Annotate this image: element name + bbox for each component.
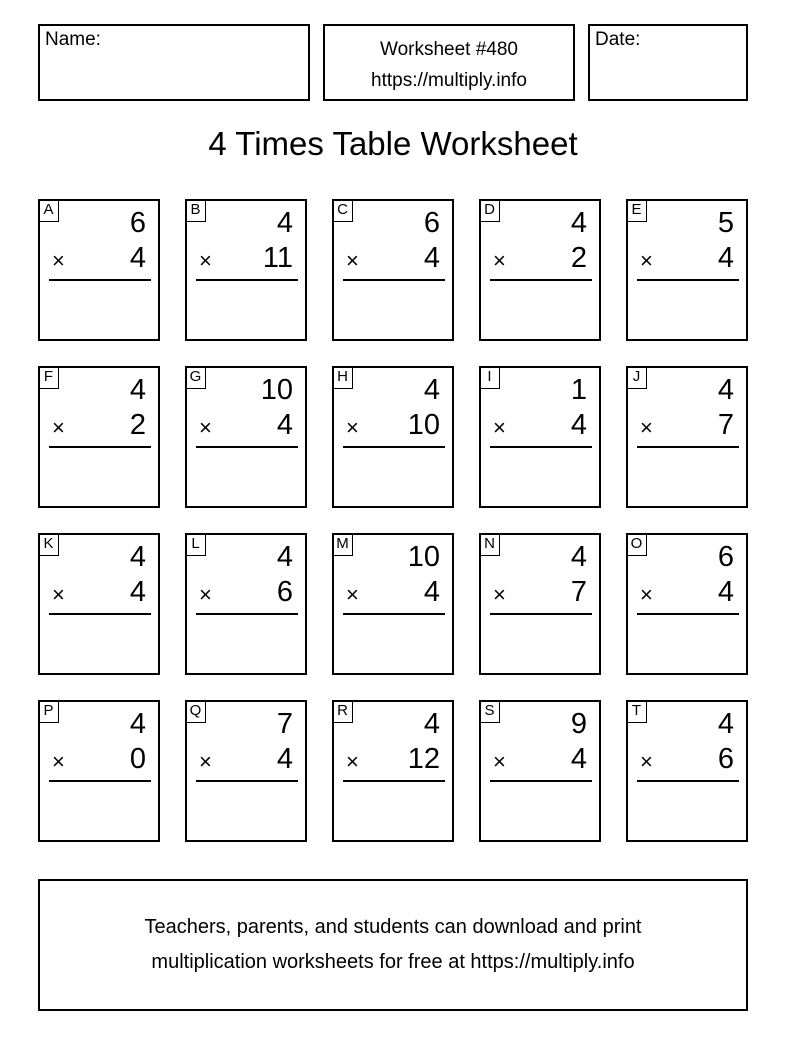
problem-card[interactable] xyxy=(626,700,748,842)
problem-bottom-number: 2 xyxy=(129,409,146,441)
problem-letter: I xyxy=(479,366,500,389)
answer-line xyxy=(490,780,592,782)
name-field[interactable] xyxy=(38,24,310,101)
answer-line xyxy=(490,446,592,448)
problem-bottom-number: 4 xyxy=(717,242,734,274)
multiply-sign: × xyxy=(199,415,212,440)
problem-card[interactable] xyxy=(332,533,454,675)
problem-bottom-number: 11 xyxy=(262,242,293,274)
problem-bottom-number: 4 xyxy=(423,242,440,274)
problem-bottom-number: 0 xyxy=(129,743,146,775)
problem-bottom-number: 4 xyxy=(276,743,293,775)
problem-letter: H xyxy=(332,366,353,389)
problem-top-number: 1 xyxy=(570,374,587,406)
answer-line xyxy=(49,613,151,615)
problem-bottom-number: 7 xyxy=(570,576,587,608)
problem-top-number: 4 xyxy=(276,207,293,239)
answer-line xyxy=(196,446,298,448)
problem-bottom-number: 4 xyxy=(717,576,734,608)
multiply-sign: × xyxy=(640,415,653,440)
problem-bottom-number: 4 xyxy=(129,576,146,608)
answer-line xyxy=(343,780,445,782)
problem-top-number: 4 xyxy=(276,541,293,573)
problem-card[interactable] xyxy=(38,700,160,842)
problem-top-number: 4 xyxy=(129,374,146,406)
problem-bottom-number: 4 xyxy=(570,409,587,441)
problem-letter: J xyxy=(626,366,647,389)
problem-bottom-number: 12 xyxy=(407,743,440,775)
problem-letter: B xyxy=(185,199,206,222)
problem-top-number: 6 xyxy=(423,207,440,239)
problem-top-number: 10 xyxy=(260,374,293,406)
multiply-sign: × xyxy=(493,415,506,440)
problem-card[interactable] xyxy=(479,366,601,508)
problem-letter: T xyxy=(626,700,647,723)
answer-line xyxy=(343,446,445,448)
problem-letter: Q xyxy=(185,700,206,723)
problem-letter: P xyxy=(38,700,59,723)
problem-letter: A xyxy=(38,199,59,222)
worksheet-info-box xyxy=(323,24,575,101)
problem-top-number: 4 xyxy=(717,708,734,740)
answer-line xyxy=(49,780,151,782)
problem-card[interactable] xyxy=(626,533,748,675)
answer-line xyxy=(196,613,298,615)
problem-card[interactable] xyxy=(626,199,748,341)
answer-line xyxy=(343,279,445,281)
problem-top-number: 9 xyxy=(570,708,587,740)
problem-card[interactable] xyxy=(38,533,160,675)
answer-line xyxy=(49,446,151,448)
problem-top-number: 4 xyxy=(129,541,146,573)
problem-card[interactable] xyxy=(479,700,601,842)
answer-line xyxy=(343,613,445,615)
problem-letter: M xyxy=(332,533,353,556)
problem-letter: R xyxy=(332,700,353,723)
date-field[interactable] xyxy=(588,24,748,101)
multiply-sign: × xyxy=(52,582,65,607)
worksheet-number: Worksheet #480 xyxy=(379,39,518,60)
problem-bottom-number: 4 xyxy=(276,409,293,441)
problem-bottom-number: 4 xyxy=(423,576,440,608)
problem-card[interactable] xyxy=(479,533,601,675)
problem-card[interactable] xyxy=(332,366,454,508)
answer-line xyxy=(637,780,739,782)
answer-line xyxy=(490,613,592,615)
footer-line-1: Teachers, parents, and students can download and print xyxy=(144,916,642,938)
problem-top-number: 4 xyxy=(423,374,440,406)
multiply-sign: × xyxy=(52,248,65,273)
problem-letter: S xyxy=(479,700,500,723)
footer-note xyxy=(38,879,748,1011)
worksheet-url: https://multiply.info xyxy=(371,70,527,91)
problem-card[interactable] xyxy=(185,366,307,508)
problem-top-number: 10 xyxy=(407,541,440,573)
problem-card[interactable] xyxy=(332,700,454,842)
problem-card[interactable] xyxy=(38,366,160,508)
problem-bottom-number: 4 xyxy=(570,743,587,775)
problem-letter: F xyxy=(38,366,59,389)
problem-letter: O xyxy=(626,533,647,556)
footer-line-2: multiplication worksheets for free at https://multiply.info xyxy=(151,951,635,973)
answer-line xyxy=(637,613,739,615)
problem-card[interactable] xyxy=(38,199,160,341)
problem-bottom-number: 2 xyxy=(570,242,587,274)
problem-bottom-number: 10 xyxy=(407,409,440,441)
multiply-sign: × xyxy=(640,582,653,607)
problem-letter: E xyxy=(626,199,647,222)
problem-top-number: 4 xyxy=(570,541,587,573)
problem-letter: L xyxy=(185,533,206,556)
problem-card[interactable] xyxy=(185,533,307,675)
multiply-sign: × xyxy=(493,749,506,774)
problem-card[interactable] xyxy=(185,700,307,842)
problem-top-number: 4 xyxy=(570,207,587,239)
multiply-sign: × xyxy=(199,749,212,774)
multiply-sign: × xyxy=(52,415,65,440)
multiply-sign: × xyxy=(346,415,359,440)
problem-top-number: 7 xyxy=(276,708,293,740)
problem-letter: G xyxy=(185,366,206,389)
problem-letter: C xyxy=(332,199,353,222)
answer-line xyxy=(637,446,739,448)
name-label: Name: xyxy=(45,29,101,50)
multiply-sign: × xyxy=(493,248,506,273)
problem-card[interactable] xyxy=(479,199,601,341)
multiply-sign: × xyxy=(493,582,506,607)
date-label: Date: xyxy=(595,29,641,50)
problem-bottom-number: 6 xyxy=(276,576,293,608)
problem-top-number: 4 xyxy=(423,708,440,740)
answer-line xyxy=(196,780,298,782)
problem-top-number: 6 xyxy=(717,541,734,573)
answer-line xyxy=(637,279,739,281)
problem-letter: K xyxy=(38,533,59,556)
multiply-sign: × xyxy=(346,248,359,273)
problem-bottom-number: 4 xyxy=(129,242,146,274)
problem-top-number: 6 xyxy=(129,207,146,239)
problem-card[interactable] xyxy=(185,199,307,341)
multiply-sign: × xyxy=(640,248,653,273)
multiply-sign: × xyxy=(199,248,212,273)
problem-card[interactable] xyxy=(626,366,748,508)
problem-top-number: 4 xyxy=(717,374,734,406)
problem-card[interactable] xyxy=(332,199,454,341)
page-title: 4 Times Table Worksheet xyxy=(208,125,578,162)
problem-letter: D xyxy=(479,199,500,222)
multiply-sign: × xyxy=(640,749,653,774)
problem-letter: N xyxy=(479,533,500,556)
problem-top-number: 5 xyxy=(717,207,734,239)
problem-bottom-number: 6 xyxy=(717,743,734,775)
multiply-sign: × xyxy=(346,749,359,774)
answer-line xyxy=(196,279,298,281)
answer-line xyxy=(490,279,592,281)
problem-top-number: 4 xyxy=(129,708,146,740)
multiply-sign: × xyxy=(346,582,359,607)
multiply-sign: × xyxy=(199,582,212,607)
answer-line xyxy=(49,279,151,281)
multiply-sign: × xyxy=(52,749,65,774)
problem-bottom-number: 7 xyxy=(717,409,734,441)
